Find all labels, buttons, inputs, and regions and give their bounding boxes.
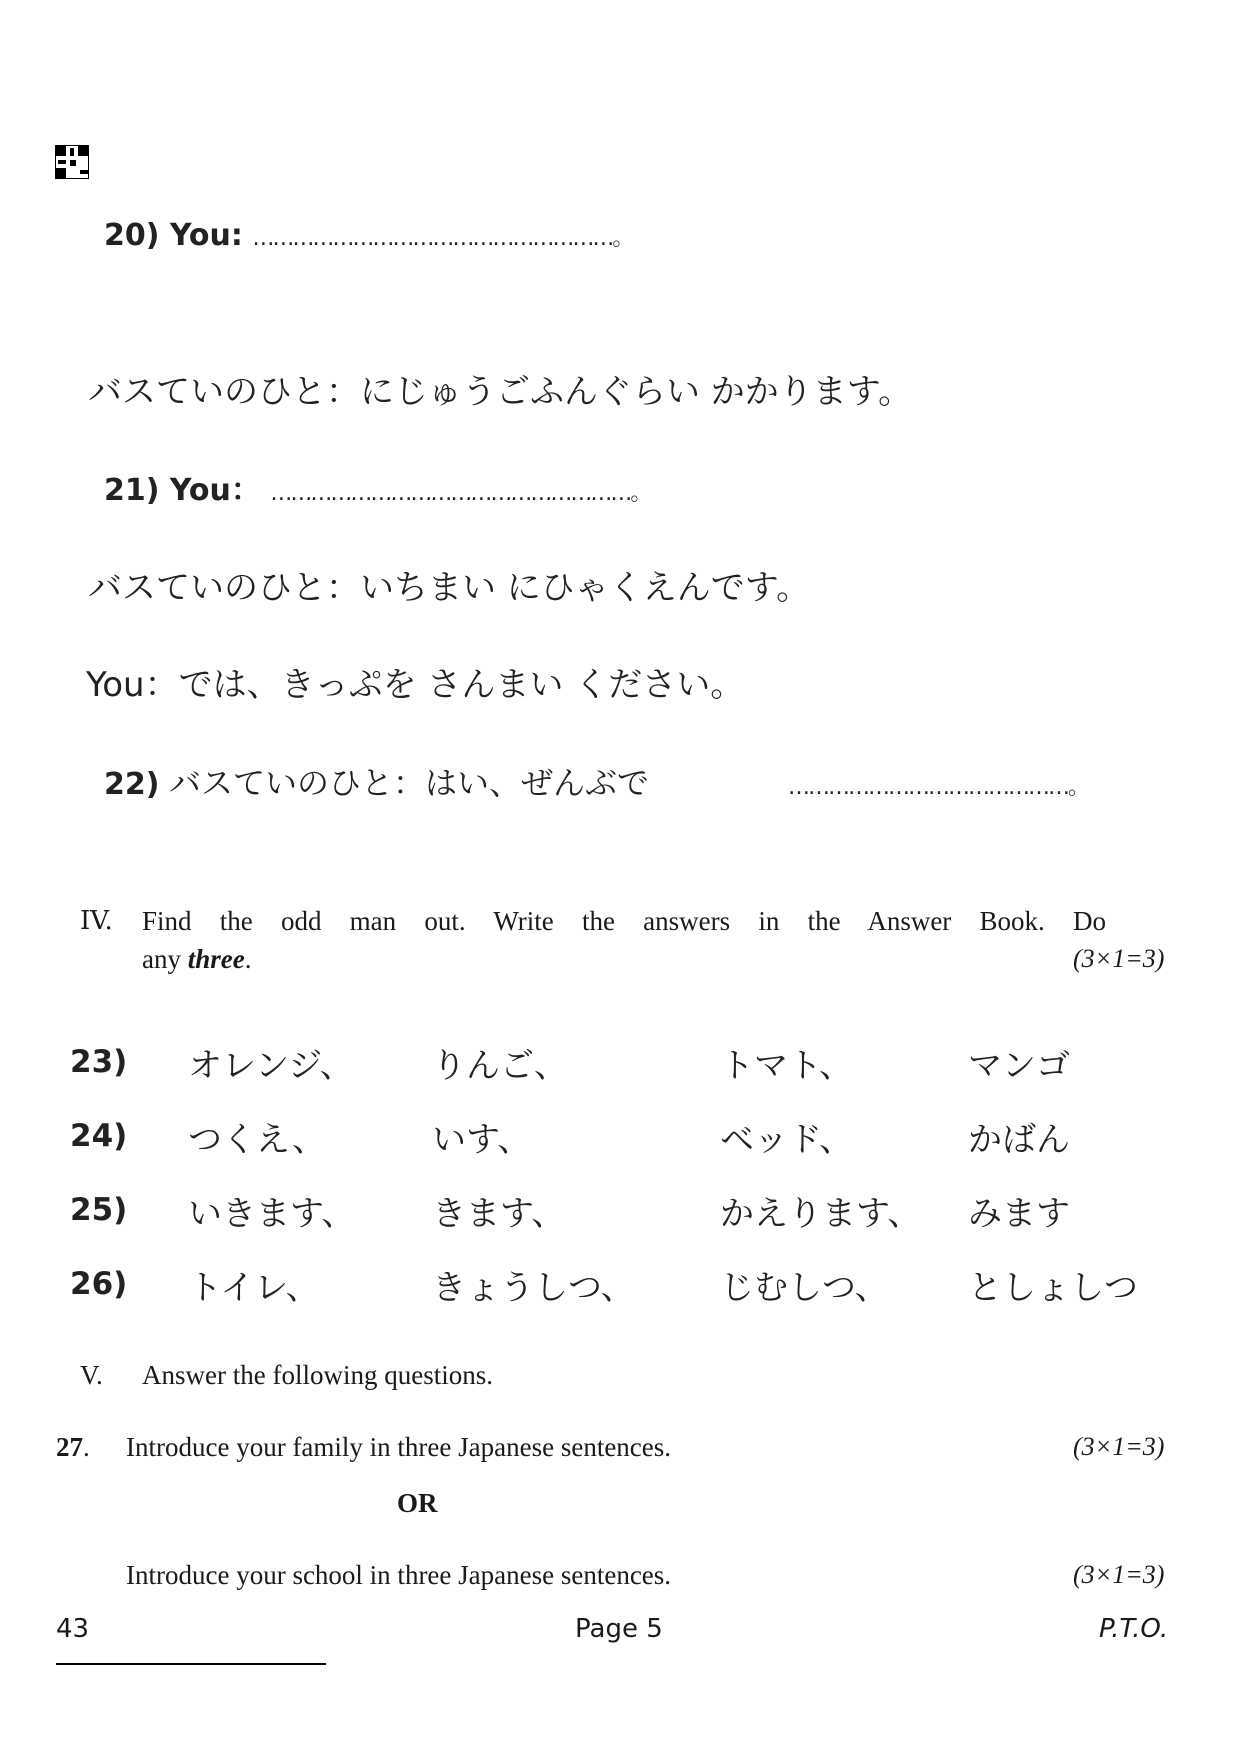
word: いきます、 bbox=[188, 1194, 356, 1234]
word: マンゴ bbox=[968, 1046, 1070, 1086]
word: かばん bbox=[968, 1120, 1070, 1160]
dialogue-line-3: You：では、きっぷを さんまい ください。 bbox=[86, 665, 745, 705]
word: みます bbox=[968, 1194, 1070, 1234]
word: りんご、 bbox=[432, 1046, 568, 1086]
question-20-label: 20) You: bbox=[104, 218, 243, 253]
question-27-alt-marks: (3×1=3) bbox=[1073, 1560, 1165, 1589]
page-number: Page 5 bbox=[575, 1614, 663, 1644]
word: つくえ、 bbox=[188, 1120, 327, 1160]
section-iv-instruction-line2 bbox=[142, 944, 251, 975]
section-v-roman: V. bbox=[80, 1360, 103, 1390]
dialogue-line-1: バスていのひと：にじゅうごふんぐらい かかります。 bbox=[88, 372, 913, 412]
qr-code-icon bbox=[56, 146, 88, 178]
question-21 bbox=[104, 465, 650, 509]
question-27-text: Introduce your family in three Japanese sentences. bbox=[126, 1432, 672, 1462]
word: オレンジ、 bbox=[188, 1046, 354, 1086]
question-22-text: バスていのひと：はい、ぜんぶで bbox=[169, 764, 650, 802]
instruction-end: . bbox=[244, 944, 252, 974]
section-iv-roman: IV. bbox=[80, 906, 113, 936]
item-number: 24) bbox=[70, 1118, 128, 1154]
answer-blank-21: ………………………………………………。 bbox=[270, 481, 651, 506]
word: トマト、 bbox=[720, 1046, 853, 1086]
question-22-label: 22) bbox=[104, 767, 160, 802]
item-number: 25) bbox=[70, 1192, 128, 1228]
question-22 bbox=[104, 758, 649, 804]
or-separator: OR bbox=[397, 1488, 438, 1518]
answer-blank-22: ……………………………………。 bbox=[788, 775, 1089, 800]
question-20 bbox=[104, 218, 632, 253]
pto-label: P.T.O. bbox=[1099, 1614, 1169, 1644]
word: としょしつ bbox=[968, 1268, 1138, 1308]
question-27-alt-text: Introduce your school in three Japanese sentences. bbox=[126, 1560, 672, 1590]
instruction-three: three bbox=[187, 944, 245, 974]
word: きます、 bbox=[432, 1194, 566, 1234]
question-21-label: 21) You： bbox=[104, 473, 261, 508]
instruction-any: any bbox=[142, 944, 181, 974]
dialogue-line-2: バスていのひと：いちまい にひゃくえんです。 bbox=[88, 568, 811, 608]
answer-blank-20: ………………………………………………。 bbox=[252, 226, 633, 251]
word: ベッド、 bbox=[720, 1120, 853, 1160]
item-number: 26) bbox=[70, 1266, 128, 1302]
word: かえります、 bbox=[720, 1194, 922, 1234]
question-27-marks: (3×1=3) bbox=[1073, 1432, 1165, 1461]
footer-rule bbox=[56, 1663, 326, 1665]
section-iv-instruction: Find the odd man out. Write the answers in the Answer Book. Do bbox=[142, 906, 1106, 936]
word: きょうしつ、 bbox=[432, 1268, 635, 1308]
paper-code: 43 bbox=[56, 1614, 90, 1644]
word: じむしつ、 bbox=[720, 1268, 889, 1308]
section-v-instruction: Answer the following questions. bbox=[142, 1360, 493, 1390]
question-27-dot: . bbox=[83, 1432, 90, 1462]
question-27-number bbox=[56, 1432, 90, 1463]
section-iv-marks: (3×1=3) bbox=[1073, 944, 1165, 973]
item-number: 23) bbox=[70, 1044, 128, 1080]
word: トイレ、 bbox=[188, 1268, 320, 1308]
word: いす、 bbox=[432, 1120, 532, 1160]
question-27-num: 27 bbox=[56, 1432, 83, 1462]
